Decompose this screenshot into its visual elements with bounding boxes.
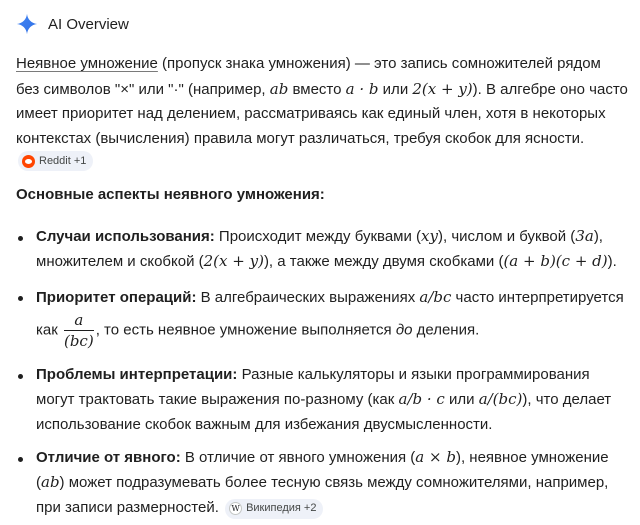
reddit-icon bbox=[22, 155, 35, 168]
list-item bbox=[36, 445, 632, 520]
intro-text: (пропуск знака умножения) — это запись сомножителей рядом без символов " bbox=[16, 55, 601, 98]
math-expression: 2(x + y) bbox=[203, 252, 264, 270]
sparkle-icon bbox=[16, 13, 38, 35]
math-expression: a/b · c bbox=[398, 390, 445, 408]
bullet-title: Приоритет операций: bbox=[36, 289, 197, 306]
fraction-denominator: (bc) bbox=[63, 332, 94, 350]
bullet-text: ), множителем и скобкой ( bbox=[36, 228, 603, 270]
math-expression: a/(bc) bbox=[478, 390, 523, 408]
math-expression: (a + b)(c + d) bbox=[503, 252, 608, 270]
bullet-text: часто интерпретируется как bbox=[36, 289, 624, 339]
math-expression: a/bc bbox=[419, 288, 452, 306]
math-expression: xy bbox=[421, 227, 438, 245]
bullet-text: Разные калькуляторы и языки программирования могут трактовать такие выражения по-разному (как bbox=[36, 366, 590, 408]
term-link[interactable]: Неявное умножение bbox=[16, 55, 158, 72]
bullet-title: Случаи использования: bbox=[36, 228, 215, 245]
wikipedia-icon: W bbox=[229, 502, 242, 515]
bullet-text: ). bbox=[607, 253, 617, 270]
math-expression: 3a bbox=[575, 227, 594, 245]
list-item bbox=[36, 224, 632, 274]
intro-text: " или "·" (например, bbox=[128, 80, 270, 98]
bullet-dot bbox=[18, 236, 23, 241]
bullet-text: ) может подразумевать более тесную связь между сомножителями, например, при записи размерностей. bbox=[36, 474, 609, 516]
chip-label: Reddit +1 bbox=[39, 154, 87, 167]
list-item bbox=[36, 362, 632, 437]
math-expression: ab bbox=[269, 79, 289, 98]
ai-overview-header bbox=[16, 12, 129, 36]
emphasis-text: до bbox=[395, 321, 413, 339]
bullet-text: ), числом и буквой ( bbox=[437, 228, 576, 245]
bullet-text: Происходит между буквами ( bbox=[214, 228, 422, 245]
intro-paragraph bbox=[16, 52, 628, 177]
bullet-title: Проблемы интерпретации: bbox=[36, 366, 238, 383]
bullet-text: ), неявное умножение ( bbox=[36, 449, 609, 491]
math-expression: a × b bbox=[415, 448, 456, 466]
math-expression: ab bbox=[41, 473, 60, 491]
math-expression: 2(x + y) bbox=[412, 79, 473, 98]
times-symbol: × bbox=[120, 80, 129, 98]
bullet-title: Отличие от явного: bbox=[36, 449, 181, 466]
bullet-dot bbox=[18, 374, 23, 379]
bullet-text: ), что делает использование скобок важным для избежания двусмысленности. bbox=[36, 391, 612, 433]
fraction-numerator: a bbox=[64, 311, 94, 331]
bullet-text: ), а также между двумя скобками ( bbox=[263, 253, 504, 270]
list-item bbox=[36, 284, 632, 350]
intro-text: ). В алгебре оно часто имеет приоритет над делением, рассматриваясь как единый член, хотя в некоторых контекстах (вычисления) правила могут различаться, требуя скобок для ясности. bbox=[16, 80, 628, 147]
section-title: Основные аспекты неявного умножения: bbox=[16, 186, 325, 203]
fraction bbox=[64, 311, 94, 350]
bullet-text: В отличие от явного умножения ( bbox=[180, 449, 416, 466]
bullet-text: , то есть неявное умножение выполняется bbox=[95, 321, 396, 339]
bullet-text: или bbox=[444, 391, 479, 408]
math-expression: a · b bbox=[345, 79, 379, 98]
ai-overview-title: AI Overview bbox=[48, 15, 129, 33]
bullet-dot bbox=[18, 296, 23, 301]
intro-text: вместо bbox=[288, 80, 346, 98]
bullet-text: деления. bbox=[412, 321, 480, 339]
bullet-dot bbox=[18, 457, 23, 462]
chip-label: Википедия +2 bbox=[246, 502, 317, 514]
source-chip-wikipedia[interactable] bbox=[225, 499, 323, 519]
bullet-text: В алгебраических выражениях bbox=[196, 289, 420, 306]
source-chip-reddit[interactable] bbox=[18, 151, 93, 171]
intro-text: или bbox=[378, 80, 413, 98]
